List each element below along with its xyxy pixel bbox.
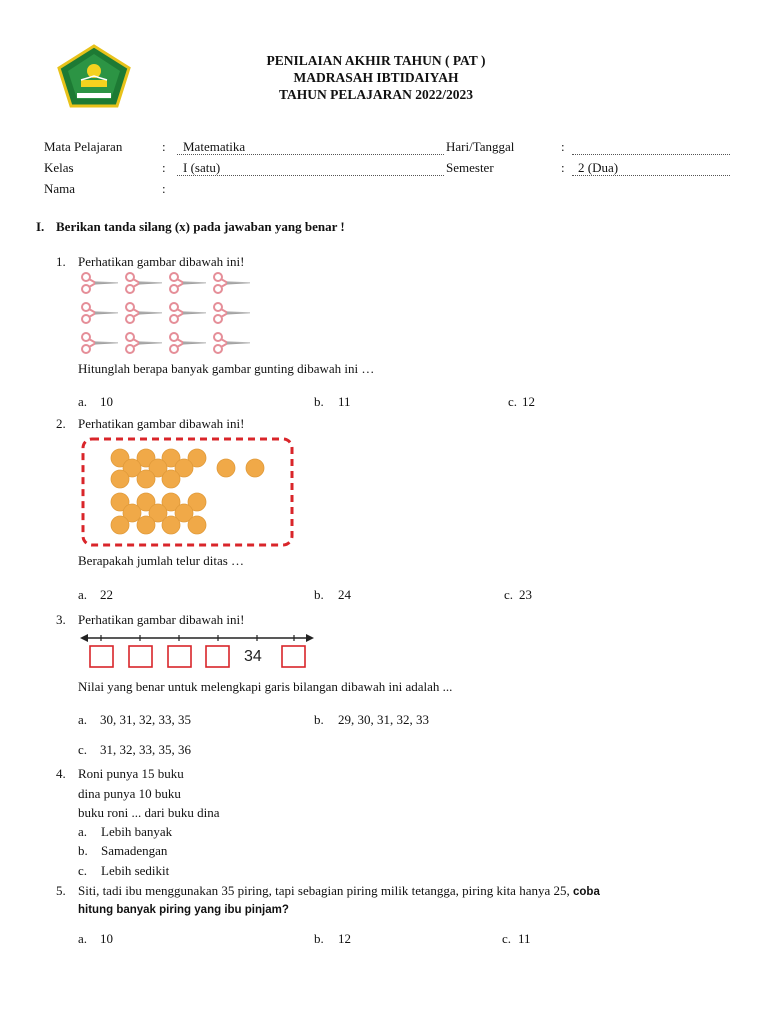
header-line3: TAHUN PELAJARAN 2022/2023 — [278, 87, 473, 102]
kemenag-pentagon-logo-icon — [57, 44, 131, 108]
blank-box — [206, 646, 229, 667]
q1-option-b[interactable]: 11 — [338, 394, 351, 409]
q1-option-a-letter: a. — [78, 394, 88, 409]
eggs-image — [80, 436, 296, 548]
scissors-icon — [124, 271, 164, 295]
scissors-icon — [124, 331, 164, 355]
q3-option-a-letter: a. — [78, 712, 88, 727]
q1-option-a[interactable]: 10 — [100, 394, 113, 409]
q5-number: 5. — [56, 883, 66, 898]
q4-number: 4. — [56, 766, 66, 781]
q3-number: 3. — [56, 612, 66, 627]
colon: : — [162, 160, 166, 175]
q4-option-b-letter: b. — [78, 843, 88, 858]
q4-option-b[interactable]: Samadengan — [101, 843, 168, 858]
scissors-image — [80, 271, 260, 359]
q2-option-c-letter: c. — [504, 587, 514, 602]
scissors-icon — [80, 271, 120, 295]
q3-option-c-letter: c. — [78, 742, 88, 757]
blank-box — [282, 646, 305, 667]
egg-icon — [162, 516, 180, 534]
q1-number: 1. — [56, 254, 66, 269]
semester-field[interactable]: 2 (Dua) — [572, 160, 730, 176]
scissors-icon — [168, 331, 208, 355]
q5-line1 — [78, 883, 600, 900]
egg-icon — [162, 470, 180, 488]
egg-icon — [217, 459, 235, 477]
colon: : — [561, 160, 565, 175]
q5-option-b-letter: b. — [314, 931, 324, 946]
q2-option-a[interactable]: 22 — [100, 587, 113, 602]
q1-question: Hitunglah berapa banyak gambar gunting dibawah ini … — [78, 361, 375, 376]
kelas-label: Kelas — [44, 160, 74, 175]
q1-prompt: Perhatikan gambar dibawah ini! — [78, 254, 245, 269]
q4-option-c[interactable]: Lebih sedikit — [101, 863, 170, 878]
scissors-icon — [212, 301, 252, 325]
q5-line2: hitung banyak piring yang ibu pinjam? — [78, 904, 289, 916]
q4-line3: buku roni ... dari buku dina — [78, 805, 220, 820]
egg-icon — [137, 516, 155, 534]
colon: : — [162, 139, 166, 154]
q2-option-a-letter: a. — [78, 587, 88, 602]
arrow-left-icon — [80, 634, 88, 642]
scissors-icon — [80, 331, 120, 355]
q3-option-b[interactable]: 29, 30, 31, 32, 33 — [338, 712, 429, 727]
q5-line1-text: Siti, tadi ibu menggunakan 35 piring, tapi sebagian piring milik tetangga, piring kita hanya 25, — [78, 883, 570, 898]
scissors-icon — [212, 271, 252, 295]
q5-option-a[interactable]: 10 — [100, 931, 113, 946]
school-logo — [57, 44, 131, 108]
colon: : — [561, 139, 565, 154]
egg-icon — [111, 470, 129, 488]
hari-tanggal-field[interactable] — [572, 139, 730, 155]
q5-option-b[interactable]: 12 — [338, 931, 351, 946]
q3-option-c[interactable]: 31, 32, 33, 35, 36 — [100, 742, 191, 757]
colon: : — [162, 181, 166, 196]
section-title: Berikan tanda silang (x) pada jawaban yang benar ! — [56, 219, 345, 234]
q4-line2: dina punya 10 buku — [78, 786, 181, 801]
q2-option-c[interactable]: 23 — [519, 587, 532, 602]
q5-option-c-letter: c. — [502, 931, 512, 946]
q5-option-c[interactable]: 11 — [518, 931, 531, 946]
q1-option-c[interactable]: 12 — [522, 394, 535, 409]
q2-question: Berapakah jumlah telur ditas … — [78, 553, 245, 568]
kelas-field[interactable]: I (satu) — [177, 160, 444, 176]
arrow-right-icon — [306, 634, 314, 642]
blank-box — [168, 646, 191, 667]
section-number: I. — [36, 219, 45, 234]
q2-prompt: Perhatikan gambar dibawah ini! — [78, 416, 245, 431]
blank-box — [90, 646, 113, 667]
mata-pelajaran-label: Mata Pelajaran — [44, 139, 123, 154]
hari-tanggal-label: Hari/Tanggal — [446, 139, 515, 154]
numberline-value: 34 — [244, 648, 262, 665]
egg-icon — [246, 459, 264, 477]
header-line2: MADRASAH IBTIDAIYAH — [293, 70, 459, 85]
scissors-icon — [80, 301, 120, 325]
egg-icon — [111, 516, 129, 534]
blank-box — [129, 646, 152, 667]
nama-label: Nama — [44, 181, 76, 196]
number-line — [78, 630, 318, 672]
q5-option-a-letter: a. — [78, 931, 88, 946]
q3-prompt: Perhatikan gambar dibawah ini! — [78, 612, 245, 627]
q4-option-a[interactable]: Lebih banyak — [101, 824, 173, 839]
egg-icon — [188, 516, 206, 534]
q4-option-c-letter: c. — [78, 863, 88, 878]
q4-option-a-letter: a. — [78, 824, 88, 839]
scissors-icon — [212, 331, 252, 355]
scissors-icon — [168, 271, 208, 295]
q3-option-b-letter: b. — [314, 712, 324, 727]
q4-line1: Roni punya 15 buku — [78, 766, 184, 781]
semester-label: Semester — [446, 160, 494, 175]
header-line1: PENILAIAN AKHIR TAHUN ( PAT ) — [266, 53, 486, 68]
scissors-icon — [168, 301, 208, 325]
scissors-icon — [124, 301, 164, 325]
egg-icon — [137, 470, 155, 488]
q1-option-b-letter: b. — [314, 394, 324, 409]
q2-option-b[interactable]: 24 — [338, 587, 351, 602]
q2-option-b-letter: b. — [314, 587, 324, 602]
q3-option-a[interactable]: 30, 31, 32, 33, 35 — [100, 712, 191, 727]
q3-question: Nilai yang benar untuk melengkapi garis bilangan dibawah ini adalah ... — [78, 679, 453, 694]
mata-pelajaran-field[interactable]: Matematika — [177, 139, 444, 155]
q2-number: 2. — [56, 416, 66, 431]
q1-option-c-letter: c. — [508, 394, 518, 409]
q5-line1-bold: coba — [573, 886, 600, 898]
